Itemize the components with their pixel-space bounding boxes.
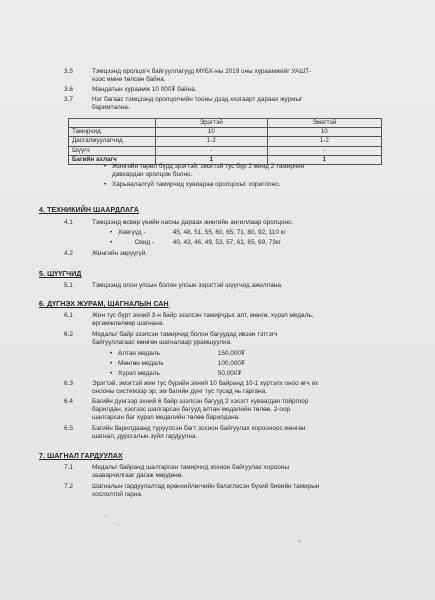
table-header-cell [69, 119, 156, 128]
table-row [69, 146, 382, 155]
item-3-7-line-1: Нэг багаас тэмцээнд оролцогчийн тооны дээд хязгаарт дараах журмыг [92, 96, 303, 103]
quota-table [68, 118, 382, 165]
item-7-1-text [92, 464, 382, 480]
item-number-3-6: 3.6 [64, 86, 73, 93]
item-6-1-line-1: Жин тус бүрт эхний 3-н байр эзэлсэн тамирчдыг алт, мөнгө, хүрэл медаль, [92, 312, 314, 319]
item-number-7-1: 7.1 [64, 464, 73, 471]
weight-row-girls [118, 239, 281, 247]
item-7-2-line-1: Шагналын гардуулалтад ерөнхийлөгчийн бэлэглэсэн бүхий биеийн тамирын [92, 483, 320, 490]
table-row [69, 137, 382, 146]
item-number-6-4: 6.4 [64, 398, 73, 405]
weight-label-boys: Хөвгүүд - [118, 229, 146, 236]
table-cell: Тамирчид [69, 128, 156, 137]
scan-speck: ˎ [106, 511, 108, 517]
item-7-2-line-2: хослолтой гарна. [92, 491, 143, 499]
section-6-title: 6. ДҮГНЭХ ЖУРАМ, ШАГНАЛЫН САН [39, 301, 169, 308]
table-cell: 10 [156, 128, 268, 137]
item-6-1-line-2: өргөмжлөлөөр шагнана. [92, 320, 165, 328]
item-number-6-2: 6.2 [64, 331, 73, 338]
item-3-5-line-2: нээс өмнө төлсөн байна. [92, 76, 166, 84]
prize-amount-silver: 100,000₮ [217, 360, 245, 367]
table-cell: 1 [156, 155, 268, 164]
item-6-4-line-3: шалгарсан баг хүрэл медалийн төлөө барилдана. [92, 414, 240, 422]
item-number-7-2: 7.2 [64, 483, 73, 490]
table-cell: Багийн ахлагч [69, 155, 156, 164]
item-3-5-text [92, 68, 382, 84]
item-number-4-1: 4.1 [64, 219, 73, 226]
item-6-2-line-2: байгууллагаас мөнгөн шагналаар урамшуулна. [92, 339, 233, 347]
item-number-4-2: 4.2 [64, 250, 73, 257]
item-number-3-5: 3.5 [64, 68, 73, 75]
table-cell: 1-2 [156, 137, 268, 146]
weight-values-girls: 40, 43, 46, 49, 53, 57, 61, 65, 69, 73кг [172, 239, 281, 246]
weight-values-boys: 45, 48, 51, 55, 60, 65, 71, 80, 92, 110 кг [172, 229, 286, 236]
item-7-1-line-1: Медальт байранд шалгарсан тамирчид зохион байгуулах хорооны [92, 464, 289, 471]
weight-label-girls: Охид - [134, 239, 155, 246]
item-6-4-text [92, 398, 382, 423]
prize-label-silver: Мөнгөн медаль [118, 360, 164, 367]
item-3-7-text [92, 96, 382, 112]
item-6-5-line-2: шагнал, дурсгалын зүйл гардуулна. [92, 433, 198, 441]
scan-speck: · [118, 523, 120, 529]
table-cell: - [156, 146, 268, 155]
note-1-line-1: • Жингийн төрөл бүрд эрэгтэй, эмэгтэй тус бүр 2 жинд 2 тамирчин [112, 163, 305, 170]
item-4-2-text: Жингийн зөрүүгүй. [92, 250, 148, 257]
table-header-row [69, 119, 382, 128]
item-6-2-text [92, 331, 382, 347]
item-5-1-text: Тэмцээнд олон улсын болон улсын зэрэгтэй шүүгчид ажиллана. [92, 282, 283, 289]
item-6-4-line-2: барилдан, хэсгээс шалгарсан багууд алтан медалийн төлөө, 2-оор [92, 406, 291, 414]
prize-row-silver [118, 360, 245, 368]
item-4-1-text: Тэмцээнд өсвөр үеийн насны дараах жингийн ангиллаар оролцоно. [92, 219, 294, 226]
scan-speck: ⸗· [298, 539, 302, 545]
item-6-3-line-1: Эрэгтэй, эмэгтэй жин тус бүрийн эхний 10 байранд 10-1 хүртэлх оноо өгч их [92, 380, 319, 387]
weight-row-boys [118, 229, 286, 237]
section-5-title: 5. ШҮҮГЧИД [39, 271, 82, 278]
prize-label-gold: Алтан медаль [118, 350, 160, 357]
table-row [69, 128, 382, 137]
section-7-title: 7. ШАГНАЛ ГАРДУУЛАХ [39, 453, 123, 460]
prize-amount-bronze: 50,000₮ [217, 370, 242, 377]
item-3-5-line-1: Тэмцээнд оролцогч байгууллагууд МҮБХ-ны 2019 оны хураамжийг УАШТ- [92, 68, 312, 75]
prize-amount-gold: 150,000₮ [217, 350, 245, 357]
item-6-4-line-1: Багийн дүнгээр эхний 6 байр эзэлсэн багууд 2 хэсэгт хуваагдан тойргоор [92, 398, 309, 405]
note-2: • Харьяалалгүй тамирчид хувиараа оролцохыг хориглоно. [112, 181, 380, 189]
table-cell: Дасгалжуулагчид [69, 137, 156, 146]
prize-row-bronze [118, 370, 241, 378]
table-header-cell: Эмэгтэй [267, 119, 381, 128]
table-header-cell: Эрэгтэй [156, 119, 268, 128]
item-6-5-line-1: Багийн барилдаанд түрүүлсэн багт зохион байгуулах хорооноос мөнгөн [92, 425, 306, 432]
item-6-5-text [92, 425, 382, 441]
item-6-3-line-2: онооны системээр эр, эм багийн дүнг тус тусад нь гаргана. [92, 388, 267, 396]
prize-label-bronze: Хүрэл медаль [118, 370, 160, 377]
item-3-6-text: Мандатын хураамж 10 000₮ байна. [92, 86, 197, 93]
item-7-2-text [92, 483, 382, 499]
item-3-7-line-2: баримтална. [92, 104, 130, 112]
note-1-line-2: давхардан оролцож болно. [112, 171, 193, 179]
item-6-1-text [92, 312, 382, 328]
table-cell: 10 [267, 128, 381, 137]
table-cell: Шүүгч [69, 146, 156, 155]
item-number-3-7: 3.7 [64, 96, 73, 103]
item-7-1-line-2: зааварчилгааг дагаж мөрдөнө. [92, 472, 183, 480]
table-cell: - [267, 146, 381, 155]
item-number-6-1: 6.1 [64, 312, 73, 319]
item-6-3-text [92, 380, 382, 396]
table-cell: 1-2 [267, 137, 381, 146]
item-number-6-3: 6.3 [64, 380, 73, 387]
note-1 [112, 163, 380, 179]
section-4-title: 4. ТЕХНИКИЙН ШААРДЛАГА [39, 207, 139, 214]
table-cell: 1 [267, 155, 381, 164]
prize-row-gold [118, 350, 245, 358]
item-6-2-line-1: Медальт байр эзэлсэн тамирчид болон багуудад ивээн тэтгэгч [92, 331, 278, 338]
item-number-6-5: 6.5 [64, 425, 73, 432]
item-number-5-1: 5.1 [64, 282, 73, 289]
